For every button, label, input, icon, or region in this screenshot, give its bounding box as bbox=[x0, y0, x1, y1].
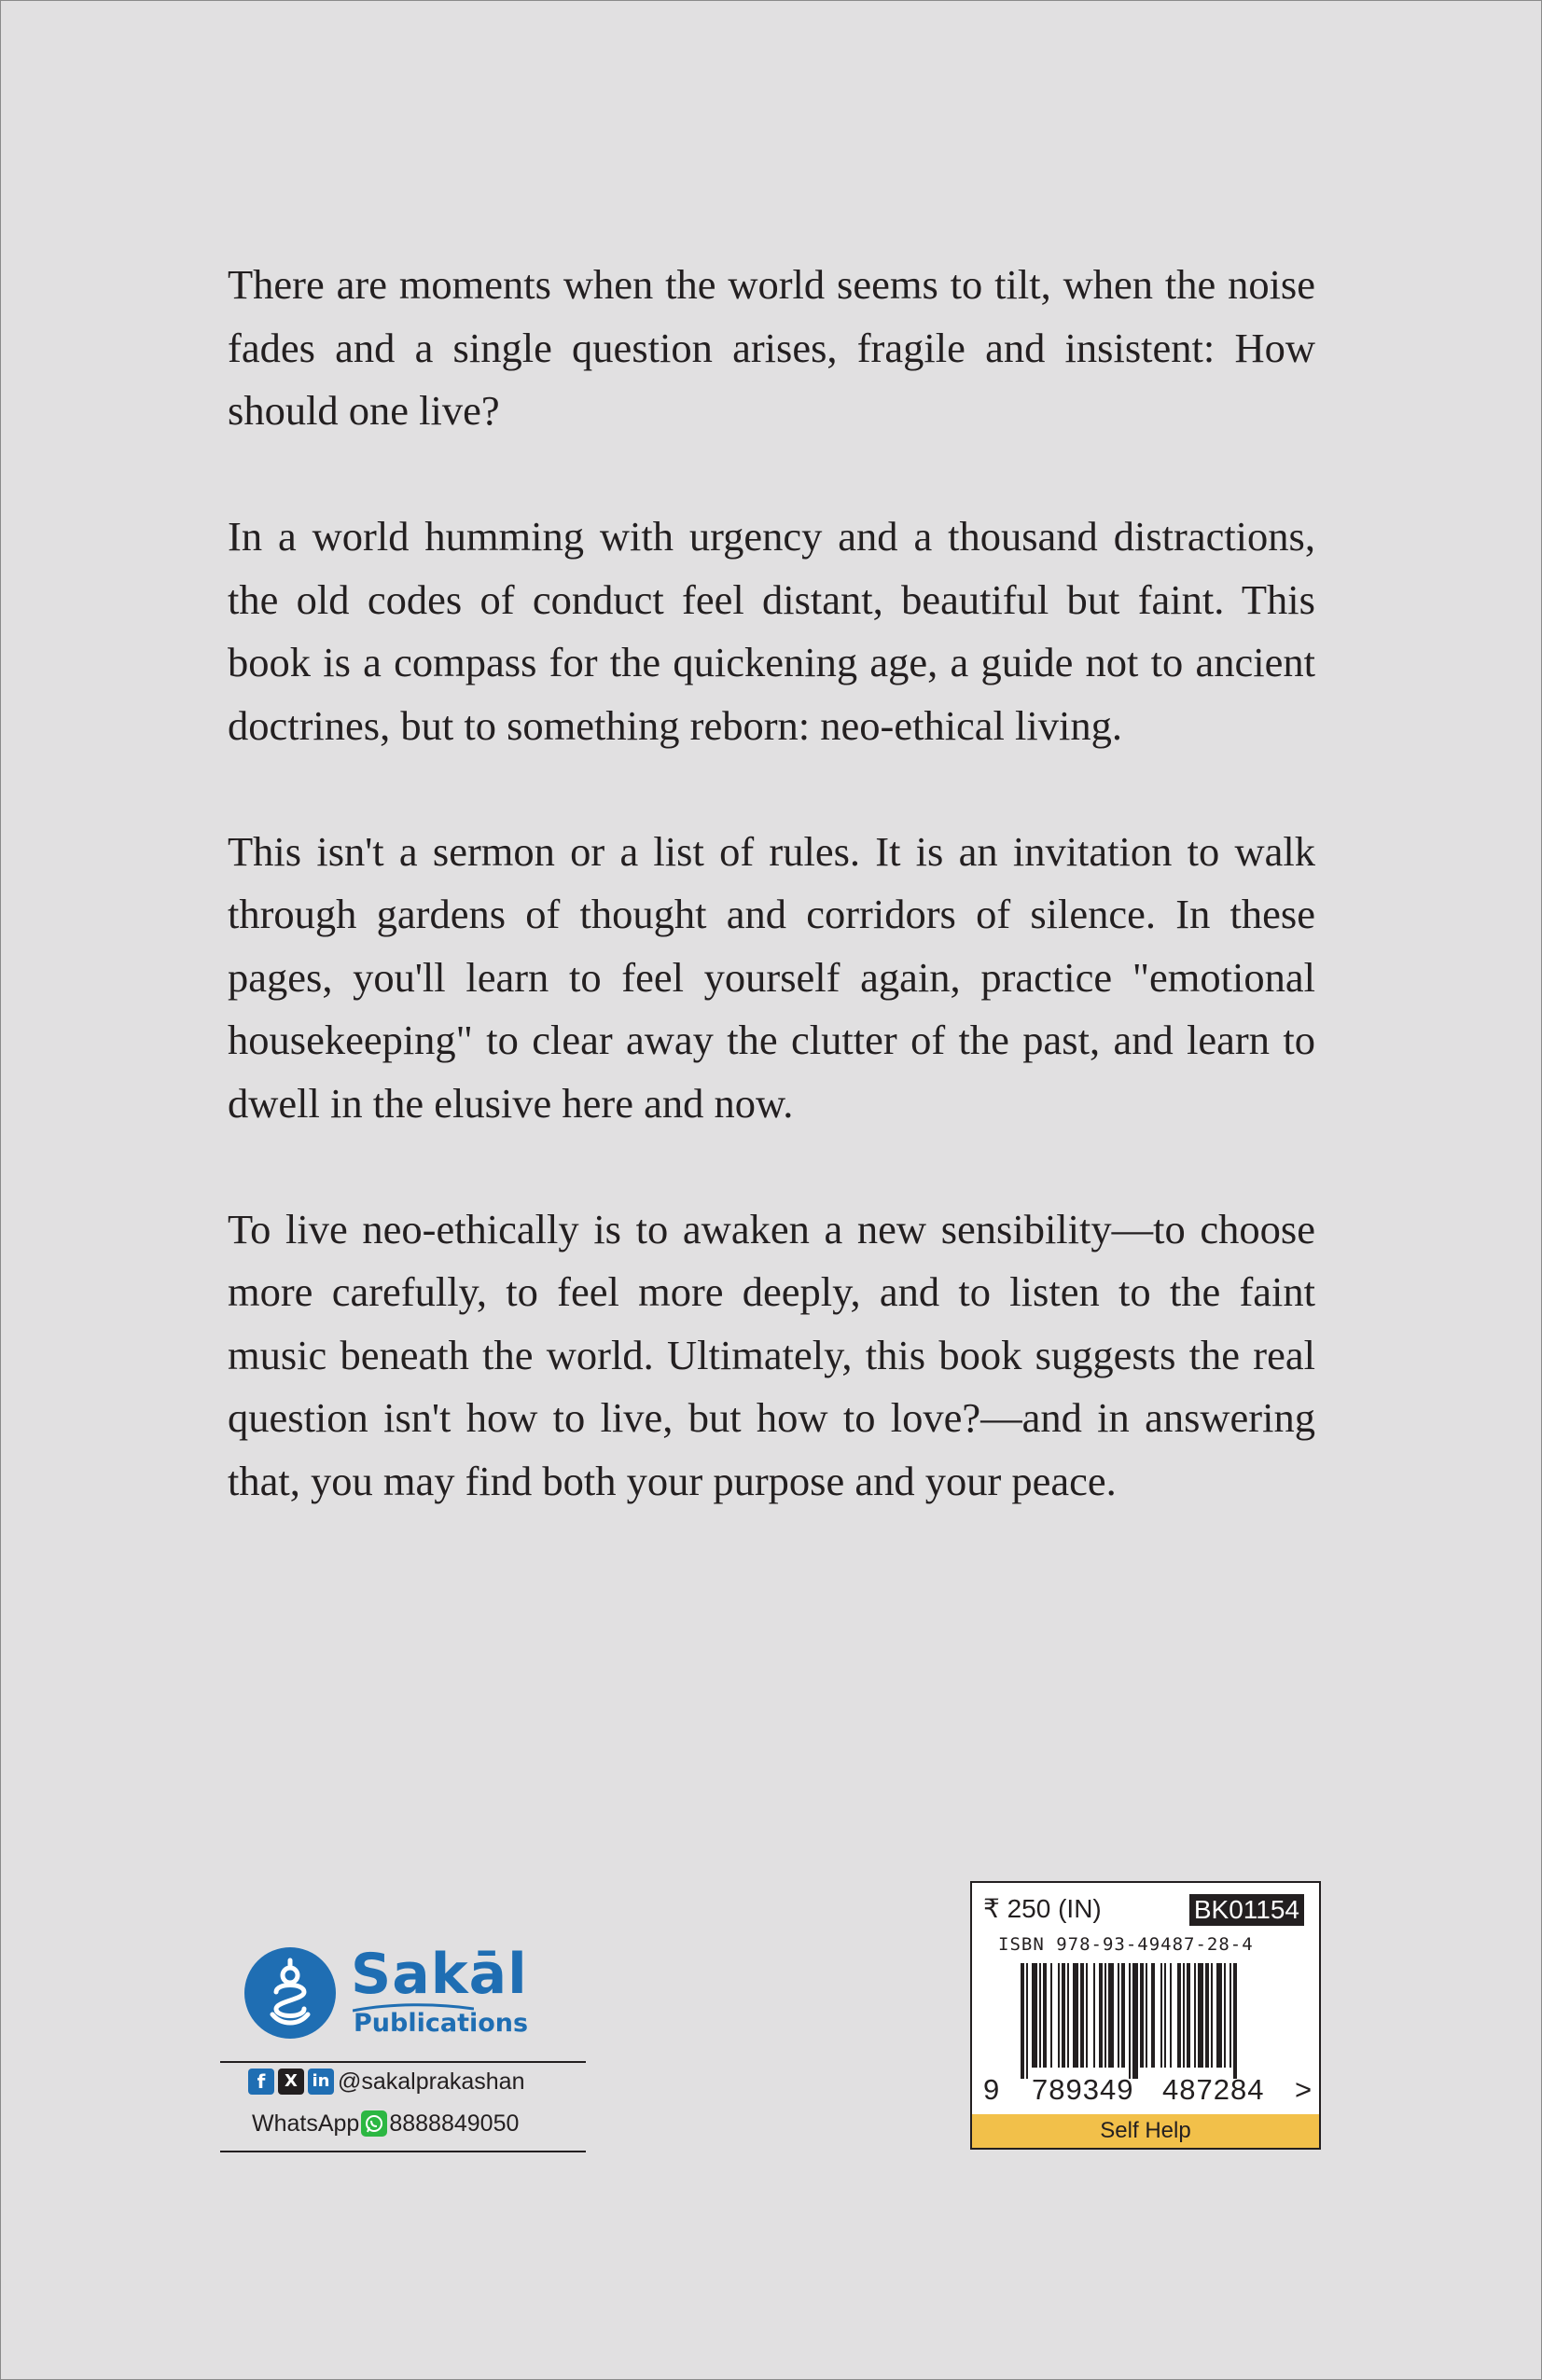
barcode-lead-digit: 9 bbox=[983, 2073, 1000, 2106]
whatsapp-contact bbox=[252, 2108, 519, 2139]
barcode-panel bbox=[970, 1881, 1321, 2150]
barcode-bar bbox=[1121, 1963, 1125, 2068]
barcode-bar bbox=[1211, 1963, 1213, 2068]
barcode-bar bbox=[1229, 1963, 1231, 2068]
barcode-bar bbox=[1194, 1963, 1196, 2068]
barcode-bar bbox=[1026, 1963, 1028, 2079]
barcode-bar bbox=[1177, 1963, 1181, 2068]
barcode-trail-mark: > bbox=[1295, 2073, 1313, 2106]
barcode-image bbox=[1021, 1963, 1300, 2079]
barcode-bar bbox=[1132, 1963, 1138, 2079]
isbn-text: ISBN 978-93-49487-28-4 bbox=[998, 1934, 1254, 1955]
barcode-digit-group-1: 789349 bbox=[1032, 2073, 1134, 2106]
barcode-bar bbox=[1080, 1963, 1084, 2068]
divider bbox=[220, 2061, 586, 2063]
barcode-bar bbox=[1062, 1963, 1065, 2068]
publisher-logo-icon bbox=[244, 1947, 336, 2039]
blurb-paragraph-2: In a world humming with urgency and a thousand distractions, the old codes of conduct feel distant, beautiful but faint. This book is a compass for the quickening age, a guide not to ancient doctrines, but to something reborn: neo-ethical living. bbox=[228, 513, 1315, 749]
social-links bbox=[248, 2066, 525, 2097]
social-handle[interactable]: @sakalprakashan bbox=[338, 2068, 525, 2095]
whatsapp-label: WhatsApp bbox=[252, 2110, 360, 2137]
barcode-digit-group-2: 487284 bbox=[1162, 2073, 1265, 2106]
barcode-bar bbox=[1032, 1963, 1037, 2068]
barcode-bar bbox=[1093, 1963, 1095, 2068]
barcode-bar bbox=[1086, 1963, 1088, 2068]
barcode-bar bbox=[1170, 1963, 1172, 2068]
barcode-bar bbox=[1108, 1963, 1114, 2068]
blurb-paragraph-1: There are moments when the world seems to tilt, when the noise fades and a single question arises, fragile and insistent: How should one live? bbox=[228, 261, 1315, 434]
barcode-bar bbox=[1073, 1963, 1078, 2068]
barcode-bar bbox=[1099, 1963, 1103, 2068]
barcode-bar bbox=[1160, 1963, 1162, 2068]
publisher-block bbox=[220, 1938, 586, 2152]
barcode-bar bbox=[1183, 1963, 1185, 2068]
facebook-icon[interactable]: f bbox=[248, 2069, 274, 2095]
divider bbox=[220, 2151, 586, 2152]
barcode-bar bbox=[1140, 1963, 1144, 2068]
barcode-bar bbox=[1187, 1963, 1190, 2068]
barcode-bar bbox=[1043, 1963, 1047, 2068]
blurb-paragraph-4: To live neo-ethically is to awaken a new sensibility—to choose more carefully, to feel more deeply, and to listen to the faint music beneath the world. Ultimately, this book suggests the real question isn't how to live, but how to love?—and in answering that, you may find both your purpose and your peace. bbox=[228, 1205, 1315, 1504]
barcode-bar bbox=[1224, 1963, 1226, 2068]
barcode-bar bbox=[1146, 1963, 1147, 2068]
barcode-bar bbox=[1104, 1963, 1106, 2068]
barcode-bar bbox=[1039, 1963, 1041, 2068]
category-label: Self Help bbox=[972, 2114, 1319, 2148]
linkedin-icon[interactable]: in bbox=[308, 2069, 334, 2095]
blurb-paragraph-3: This isn't a sermon or a list of rules. It is an invitation to walk through gardens of thought and corridors of silence. In these pages, you'll learn to feel yourself again, practice "emotional housekeeping" to clear away the clutter of the past, and learn to dwell in the elusive here and now. bbox=[228, 827, 1315, 1127]
barcode-bar bbox=[1216, 1963, 1222, 2068]
barcode-bar bbox=[1050, 1963, 1052, 2068]
price-label: ₹ 250 (IN) bbox=[983, 1894, 1102, 1923]
barcode-bar bbox=[1118, 1963, 1119, 2068]
book-code-badge: BK01154 bbox=[1189, 1894, 1304, 1926]
barcode-bar bbox=[1164, 1963, 1166, 2068]
barcode-bar bbox=[1058, 1963, 1060, 2068]
x-icon[interactable]: X bbox=[278, 2069, 304, 2095]
whatsapp-number[interactable]: 8888849050 bbox=[389, 2110, 520, 2137]
back-cover-blurb bbox=[228, 254, 1315, 1513]
barcode-bar bbox=[1129, 1963, 1131, 2079]
barcode-bar bbox=[1067, 1963, 1069, 2068]
whatsapp-icon[interactable] bbox=[361, 2110, 387, 2137]
publisher-subtitle: Publications bbox=[354, 2009, 529, 2038]
barcode-bar bbox=[1233, 1963, 1237, 2079]
barcode-bar bbox=[1021, 1963, 1024, 2079]
barcode-bar bbox=[1151, 1963, 1155, 2068]
barcode-bar bbox=[1198, 1963, 1203, 2068]
barcode-bar bbox=[1205, 1963, 1209, 2068]
publisher-name: Sakāl bbox=[351, 1942, 528, 2007]
